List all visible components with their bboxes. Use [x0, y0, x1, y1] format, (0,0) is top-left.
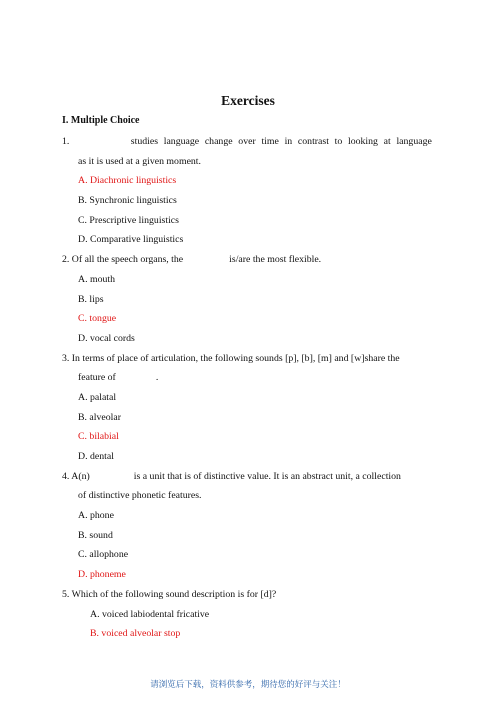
option-a: A. mouth: [78, 273, 116, 285]
option-c-correct: C. tongue: [78, 313, 117, 325]
option-c: C. allophone: [78, 549, 129, 561]
stem-word: change: [204, 136, 233, 147]
question-3-stem: 3. In terms of place of articulation, the following sounds [p], [b], [m] and [w]share the: [62, 352, 400, 364]
option-d-correct: D. phoneme: [78, 569, 126, 581]
option-b: B. alveolar: [78, 411, 121, 423]
question-1-stem-continued: as it is used at a given moment.: [78, 155, 201, 167]
question-4-stem: [62, 467, 432, 487]
stem-word: in: [284, 136, 293, 147]
stem-text: feature of: [78, 372, 116, 384]
stem-word: language: [396, 136, 432, 147]
option-a: A. voiced labiodental fricative: [90, 608, 210, 620]
option-d: D. Comparative linguistics: [78, 234, 184, 246]
question-4-stem-continued: of distinctive phonetic features.: [78, 490, 202, 502]
stem-text: .: [155, 372, 159, 384]
stem-word: language: [163, 136, 200, 147]
stem-text: is a unit that is of distinctive value. It is an abstract unit, a collection: [133, 470, 401, 482]
option-c-correct: C. bilabial: [78, 431, 119, 443]
answer-blank: [75, 132, 125, 152]
footer-note: 请浏览后下载，资料供参考，期待您的好评与关注！: [150, 680, 346, 690]
stem-word: to: [334, 136, 343, 147]
stem-word: looking: [348, 136, 378, 147]
option-b: B. sound: [78, 529, 113, 541]
option-a-correct: A. Diachronic linguistics: [78, 175, 177, 187]
option-b-correct: B. voiced alveolar stop: [90, 628, 181, 640]
stem-text: 4. A(n): [62, 470, 90, 482]
option-b: B. Synchronic linguistics: [78, 195, 177, 207]
stem-word: time: [261, 136, 279, 147]
question-1-stem: [62, 132, 432, 152]
option-a: A. phone: [78, 510, 114, 522]
option-b: B. lips: [78, 293, 104, 305]
stem-word: at: [383, 136, 391, 147]
page-title: Exercises: [221, 93, 275, 108]
option-d: D. vocal cords: [78, 332, 135, 344]
stem-word: contrast: [297, 136, 329, 147]
stem-text: 2. Of all the speech organs, the: [62, 254, 184, 266]
stem-word: over: [238, 136, 256, 147]
question-3-stem-continued: [62, 368, 432, 388]
question-2-stem: [62, 250, 432, 270]
section-heading: I. Multiple Choice: [62, 115, 140, 126]
question-5-stem: 5. Which of the following sound description is for [d]?: [62, 588, 277, 600]
option-d: D. dental: [78, 451, 114, 462]
question-list: [62, 132, 432, 644]
stem-text: is/are the most flexible.: [229, 254, 322, 266]
question-number: 1.: [62, 136, 70, 147]
option-c: C. Prescriptive linguistics: [78, 214, 179, 226]
option-a: A. palatal: [78, 391, 117, 403]
stem-word: studies: [130, 136, 159, 147]
